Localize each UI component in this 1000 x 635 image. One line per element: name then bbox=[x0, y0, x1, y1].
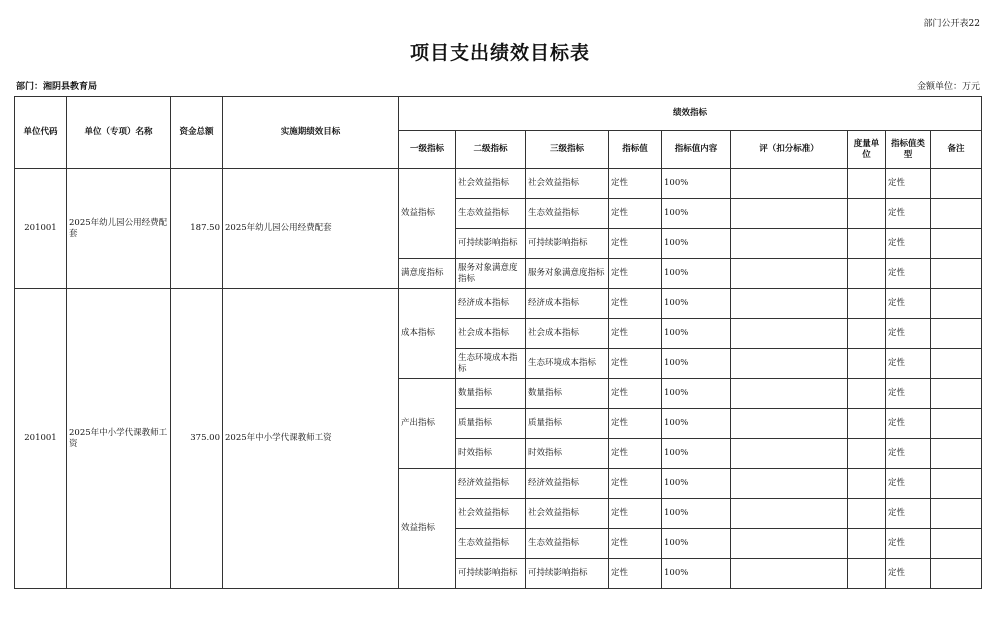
level2-cell: 生态效益指标 bbox=[456, 199, 526, 229]
remark-cell bbox=[931, 349, 982, 379]
level2-cell: 社会效益指标 bbox=[456, 499, 526, 529]
remark-cell bbox=[931, 169, 982, 199]
value-content-cell: 100% bbox=[662, 319, 731, 349]
level2-cell: 社会效益指标 bbox=[456, 169, 526, 199]
value-type-cell: 定性 bbox=[886, 409, 931, 439]
measure-unit-cell bbox=[848, 349, 886, 379]
remark-cell bbox=[931, 499, 982, 529]
header-period-goal: 实施期绩效目标 bbox=[223, 97, 399, 169]
value-cell: 定性 bbox=[609, 469, 662, 499]
value-type-cell: 定性 bbox=[886, 259, 931, 289]
header-perf-indicators: 绩效指标 bbox=[399, 97, 982, 131]
score-cell bbox=[731, 169, 848, 199]
measure-unit-cell bbox=[848, 529, 886, 559]
value-cell: 定性 bbox=[609, 199, 662, 229]
measure-unit-cell bbox=[848, 559, 886, 589]
score-cell bbox=[731, 349, 848, 379]
header-remarks: 备注 bbox=[931, 131, 982, 169]
measure-unit-cell bbox=[848, 199, 886, 229]
level1-cell: 满意度指标 bbox=[399, 259, 456, 289]
score-cell bbox=[731, 559, 848, 589]
value-type-cell: 定性 bbox=[886, 229, 931, 259]
header-total-funds: 资金总额 bbox=[171, 97, 223, 169]
remark-cell bbox=[931, 409, 982, 439]
level3-cell: 经济效益指标 bbox=[526, 469, 609, 499]
level2-cell: 质量指标 bbox=[456, 409, 526, 439]
level3-cell: 质量指标 bbox=[526, 409, 609, 439]
score-cell bbox=[731, 289, 848, 319]
period-goal-cell: 2025年中小学代课教师工资 bbox=[223, 289, 399, 589]
header-unit-code: 单位代码 bbox=[15, 97, 67, 169]
level2-cell: 服务对象满意度指标 bbox=[456, 259, 526, 289]
value-cell: 定性 bbox=[609, 289, 662, 319]
remark-cell bbox=[931, 199, 982, 229]
value-type-cell: 定性 bbox=[886, 469, 931, 499]
remark-cell bbox=[931, 469, 982, 499]
remark-cell bbox=[931, 229, 982, 259]
value-content-cell: 100% bbox=[662, 289, 731, 319]
header-value-content: 指标值内容 bbox=[662, 131, 731, 169]
remark-cell bbox=[931, 289, 982, 319]
unit-code-cell: 201001 bbox=[15, 169, 67, 289]
value-content-cell: 100% bbox=[662, 259, 731, 289]
measure-unit-cell bbox=[848, 469, 886, 499]
value-type-cell: 定性 bbox=[886, 529, 931, 559]
header-level2: 二级指标 bbox=[456, 131, 526, 169]
department-label: 部门：湘阴县教育局 bbox=[16, 82, 98, 92]
unit-name-cell: 2025年幼儿园公用经费配套 bbox=[67, 169, 171, 289]
value-type-cell: 定性 bbox=[886, 169, 931, 199]
header-level1: 一级指标 bbox=[399, 131, 456, 169]
level2-cell: 经济成本指标 bbox=[456, 289, 526, 319]
table-row bbox=[15, 289, 982, 319]
level2-cell: 生态环境成本指标 bbox=[456, 349, 526, 379]
measure-unit-cell bbox=[848, 499, 886, 529]
value-type-cell: 定性 bbox=[886, 439, 931, 469]
header-score: 评（扣分标准） bbox=[731, 131, 848, 169]
value-cell: 定性 bbox=[609, 529, 662, 559]
value-type-cell: 定性 bbox=[886, 289, 931, 319]
value-content-cell: 100% bbox=[662, 229, 731, 259]
page-title: 项目支出绩效目标表 bbox=[409, 42, 590, 64]
remark-cell bbox=[931, 259, 982, 289]
level2-cell: 生态效益指标 bbox=[456, 529, 526, 559]
performance-table bbox=[14, 96, 982, 589]
measure-unit-cell bbox=[848, 439, 886, 469]
score-cell bbox=[731, 259, 848, 289]
value-cell: 定性 bbox=[609, 439, 662, 469]
value-cell: 定性 bbox=[609, 559, 662, 589]
table-body bbox=[15, 169, 982, 589]
score-cell bbox=[731, 469, 848, 499]
value-cell: 定性 bbox=[609, 349, 662, 379]
value-content-cell: 100% bbox=[662, 499, 731, 529]
remark-cell bbox=[931, 379, 982, 409]
value-cell: 定性 bbox=[609, 259, 662, 289]
level1-cell: 效益指标 bbox=[399, 469, 456, 589]
level3-cell: 可持续影响指标 bbox=[526, 559, 609, 589]
unit-code-cell: 201001 bbox=[15, 289, 67, 589]
value-content-cell: 100% bbox=[662, 169, 731, 199]
value-content-cell: 100% bbox=[662, 199, 731, 229]
score-cell bbox=[731, 319, 848, 349]
score-cell bbox=[731, 229, 848, 259]
remark-cell bbox=[931, 559, 982, 589]
value-content-cell: 100% bbox=[662, 379, 731, 409]
measure-unit-cell bbox=[848, 229, 886, 259]
value-cell: 定性 bbox=[609, 319, 662, 349]
level3-cell: 可持续影响指标 bbox=[526, 229, 609, 259]
header-value: 指标值 bbox=[609, 131, 662, 169]
value-type-cell: 定性 bbox=[886, 499, 931, 529]
header-value-type: 指标值类型 bbox=[886, 131, 931, 169]
level2-cell: 可持续影响指标 bbox=[456, 229, 526, 259]
level2-cell: 时效指标 bbox=[456, 439, 526, 469]
score-cell bbox=[731, 439, 848, 469]
value-cell: 定性 bbox=[609, 379, 662, 409]
level2-cell: 可持续影响指标 bbox=[456, 559, 526, 589]
measure-unit-cell bbox=[848, 169, 886, 199]
value-type-cell: 定性 bbox=[886, 559, 931, 589]
table-row bbox=[15, 169, 982, 199]
score-cell bbox=[731, 409, 848, 439]
level1-cell: 效益指标 bbox=[399, 169, 456, 259]
remark-cell bbox=[931, 529, 982, 559]
header-measure-unit: 度量单位 bbox=[848, 131, 886, 169]
header-unit-name: 单位（专项）名称 bbox=[67, 97, 171, 169]
header-level3: 三级指标 bbox=[526, 131, 609, 169]
value-cell: 定性 bbox=[609, 499, 662, 529]
level2-cell: 数量指标 bbox=[456, 379, 526, 409]
score-cell bbox=[731, 379, 848, 409]
measure-unit-cell bbox=[848, 319, 886, 349]
level3-cell: 生态环境成本指标 bbox=[526, 349, 609, 379]
value-content-cell: 100% bbox=[662, 349, 731, 379]
level3-cell: 社会效益指标 bbox=[526, 169, 609, 199]
remark-cell bbox=[931, 319, 982, 349]
measure-unit-cell bbox=[848, 409, 886, 439]
level1-cell: 成本指标 bbox=[399, 289, 456, 379]
unit-name-cell: 2025年中小学代课教师工资 bbox=[67, 289, 171, 589]
level1-cell: 产出指标 bbox=[399, 379, 456, 469]
value-cell: 定性 bbox=[609, 229, 662, 259]
value-type-cell: 定性 bbox=[886, 319, 931, 349]
score-cell bbox=[731, 529, 848, 559]
level3-cell: 社会效益指标 bbox=[526, 499, 609, 529]
value-content-cell: 100% bbox=[662, 409, 731, 439]
value-content-cell: 100% bbox=[662, 439, 731, 469]
value-content-cell: 100% bbox=[662, 559, 731, 589]
level3-cell: 社会成本指标 bbox=[526, 319, 609, 349]
value-content-cell: 100% bbox=[662, 469, 731, 499]
measure-unit-cell bbox=[848, 289, 886, 319]
value-cell: 定性 bbox=[609, 409, 662, 439]
total-funds-cell: 375.00 bbox=[171, 289, 223, 589]
level3-cell: 服务对象满意度指标 bbox=[526, 259, 609, 289]
level2-cell: 经济效益指标 bbox=[456, 469, 526, 499]
level2-cell: 社会成本指标 bbox=[456, 319, 526, 349]
level3-cell: 生态效益指标 bbox=[526, 199, 609, 229]
score-cell bbox=[731, 499, 848, 529]
level3-cell: 时效指标 bbox=[526, 439, 609, 469]
measure-unit-cell bbox=[848, 259, 886, 289]
level3-cell: 生态效益指标 bbox=[526, 529, 609, 559]
measure-unit-cell bbox=[848, 379, 886, 409]
value-content-cell: 100% bbox=[662, 529, 731, 559]
amount-unit-label: 金额单位：万元 bbox=[916, 82, 980, 92]
level3-cell: 数量指标 bbox=[526, 379, 609, 409]
value-type-cell: 定性 bbox=[886, 349, 931, 379]
remark-cell bbox=[931, 439, 982, 469]
value-cell: 定性 bbox=[609, 169, 662, 199]
score-cell bbox=[731, 199, 848, 229]
total-funds-cell: 187.50 bbox=[171, 169, 223, 289]
value-type-cell: 定性 bbox=[886, 199, 931, 229]
form-number: 部门公开表22 bbox=[923, 19, 980, 29]
value-type-cell: 定性 bbox=[886, 379, 931, 409]
level3-cell: 经济成本指标 bbox=[526, 289, 609, 319]
period-goal-cell: 2025年幼儿园公用经费配套 bbox=[223, 169, 399, 289]
